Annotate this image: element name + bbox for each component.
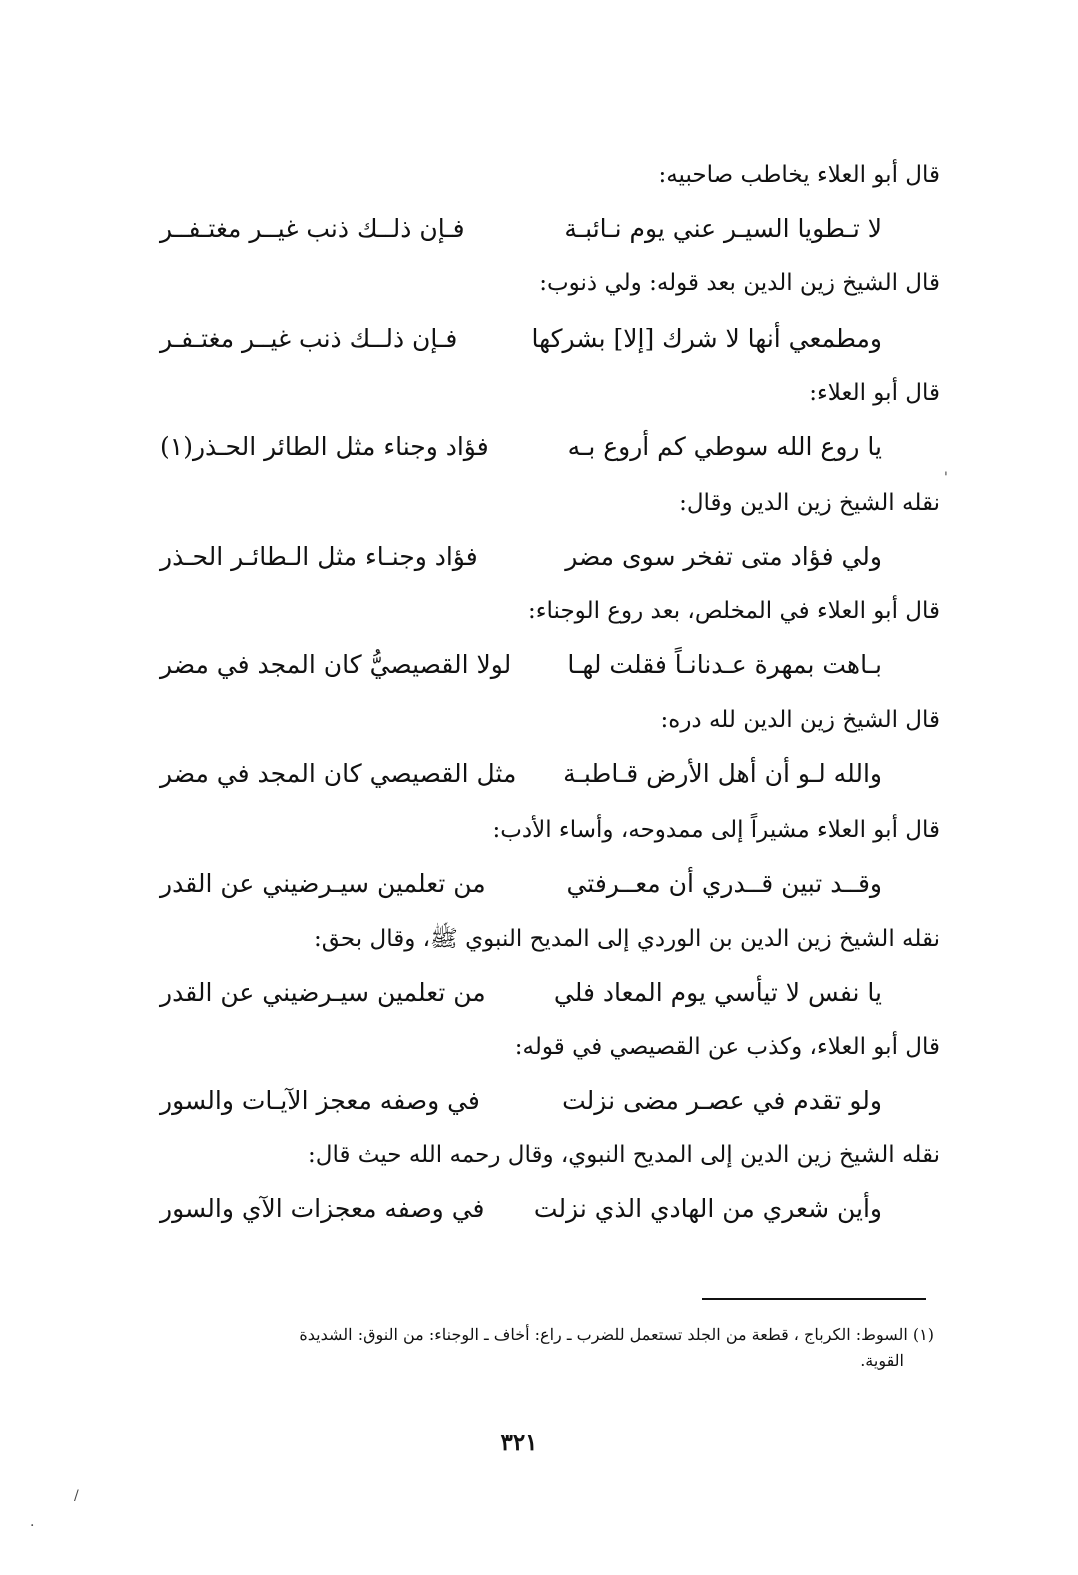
verse-line	[160, 867, 940, 901]
verse-line	[160, 212, 940, 246]
prose-line: قال أبو العلاء، وكذب عن القصيصي في قوله:	[514, 1034, 940, 1060]
verse-first-hemistich: ولي فؤاد متى تفخر سوى مضر	[565, 542, 882, 571]
verse-first-hemistich: والله لـو أن أهل الأرض قـاطبـة	[563, 759, 882, 788]
verse-second-hemistich: في وصفه معجزات الآي والسور	[160, 1194, 485, 1223]
footnote-line: القوية.	[860, 1351, 904, 1370]
verse-first-hemistich: وأين شعري من الهادي الذي نزلت	[533, 1194, 882, 1223]
prose-line: قال أبو العلاء:	[809, 380, 940, 406]
scan-mark: ·	[30, 1518, 35, 1534]
verse-line	[160, 1192, 940, 1226]
verse-second-hemistich: فؤاد وجنـاء مثل الـطائـر الحـذر	[160, 542, 478, 571]
verse-second-hemistich: فـإن ذلــك ذنب غيــر مغتـفــر	[160, 214, 465, 243]
footnote-line: (١) السوط: الكرباج ، قطعة من الجلد تستعمل للضرب ـ راع: أخاف ـ الوجناء: من النوق: الشديدة	[299, 1325, 934, 1344]
prose-line: قال أبو العلاء في المخلص، بعد روع الوجناء:	[527, 598, 940, 624]
verse-second-hemistich: من تعلمين سيـرضيني عن القدر	[160, 869, 486, 898]
verse-first-hemistich: بـاهت بمهرة عـدنانـاً فقلت لهـا	[567, 650, 882, 679]
prose-line: نقله الشيخ زين الدين بن الوردي إلى المديح النبوي ﷺ، وقال بحق:	[314, 926, 940, 952]
verse-line	[160, 1084, 940, 1118]
verse-first-hemistich: ومطمعي أنها لا شرك [إلا] بشركها	[531, 324, 882, 353]
prose-line: نقله الشيخ زين الدين وقال:	[679, 490, 940, 516]
prose-line: قال أبو العلاء مشيراً إلى ممدوحه، وأساء الأدب:	[492, 817, 940, 843]
verse-line	[160, 976, 940, 1010]
verse-second-hemistich: مثل القصيصي كان المجد في مضر	[160, 759, 517, 788]
prose-line: قال الشيخ زين الدين لله دره:	[660, 707, 940, 733]
verse-second-hemistich: لولا القصيصيُّ كان المجد في مضر	[160, 650, 512, 679]
scan-mark: /	[74, 1488, 79, 1504]
verse-first-hemistich: يا نفس لا تيأسي يوم المعاد فلي	[553, 978, 882, 1007]
scan-mark: '	[944, 470, 948, 486]
verse-first-hemistich: ولو تقدم في عصـر مضى نزلت	[562, 1086, 882, 1115]
verse-line	[160, 648, 940, 682]
verse-first-hemistich: وقــد تبين قــدري أن معــرفتي	[566, 869, 882, 898]
verse-line	[160, 757, 940, 791]
prose-line: نقله الشيخ زين الدين إلى المديح النبوي، وقال رحمه الله حيث قال:	[308, 1142, 940, 1168]
footnote	[134, 1322, 934, 1374]
verse-second-hemistich: في وصفه معجز الآيـات والسور	[160, 1086, 480, 1115]
verse-first-hemistich: لا تـطويا السيـر عني يوم نـائبـة	[564, 214, 882, 243]
verse-second-hemistich: فـإن ذلــك ذنب غيــر مغتـفـر	[160, 324, 458, 353]
verse-line	[160, 322, 940, 356]
verse-second-hemistich: من تعلمين سيـرضيني عن القدر	[160, 978, 486, 1007]
verse-line	[160, 430, 940, 464]
prose-line: قال الشيخ زين الدين بعد قوله: ولي ذنوب:	[539, 270, 940, 296]
verse-line	[160, 540, 940, 574]
page-number: ٣٢١	[500, 1429, 538, 1456]
prose-line: قال أبو العلاء يخاطب صاحبيه:	[658, 162, 940, 188]
footnote-separator	[702, 1298, 926, 1300]
verse-first-hemistich: يا روع الله سوطي كم أروع بـه	[567, 432, 882, 461]
verse-second-hemistich: فؤاد وجناء مثل الطائر الحـذر(١)	[160, 432, 489, 461]
